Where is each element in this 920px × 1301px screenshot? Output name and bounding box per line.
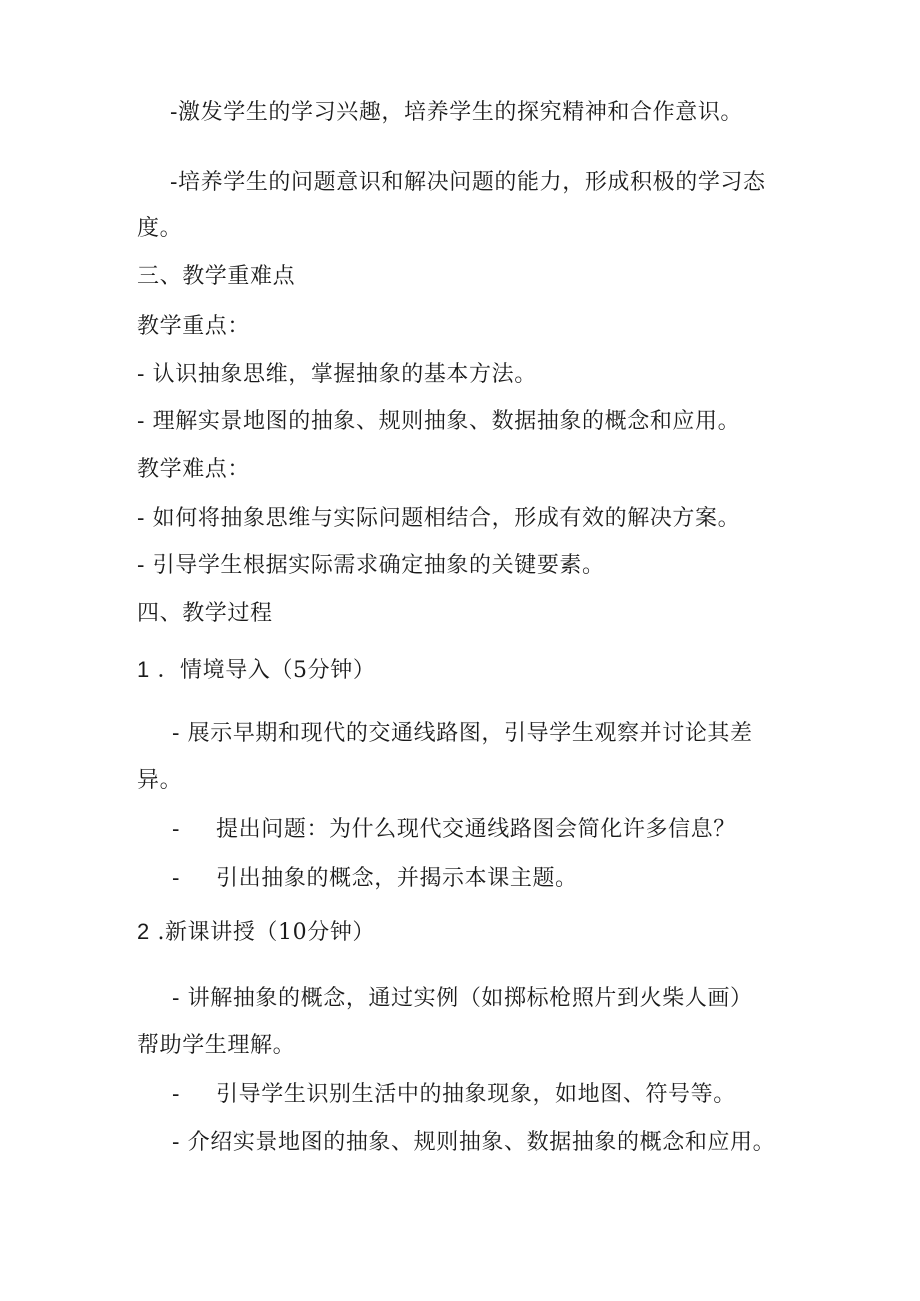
step-1-line-3-text: 引出抽象的概念，并揭示本课主题。: [216, 866, 578, 891]
step-1-heading: [137, 655, 375, 686]
objective-line-2-continued: 度。: [137, 216, 183, 241]
step-1-line-2-text: 提出问题：为什么现代交通线路图会简化许多信息？: [216, 817, 736, 842]
step-2-heading: [137, 917, 375, 948]
step-1-title: ．情境导入（5分钟）: [157, 658, 376, 683]
section-4-heading: 四、教学过程: [137, 601, 273, 626]
list-dash: -: [172, 866, 181, 891]
objective-line-1: -激发学生的学习兴趣，培养学生的探究精神和合作意识。: [170, 100, 744, 125]
step-1-line-1-continued: 异。: [137, 768, 183, 793]
step-2-line-1: - 讲解抽象的概念，通过实例（如掷标枪照片到火柴人画）: [172, 986, 753, 1011]
difficulties-label: 教学难点：: [137, 457, 251, 482]
step-1-line-3: [172, 864, 578, 894]
step-2-line-2: [172, 1080, 736, 1110]
difficulty-item: - 如何将抽象思维与实际问题相结合，形成有效的解决方案。: [137, 506, 741, 531]
key-point-item: - 认识抽象思维，掌握抽象的基本方法。: [137, 362, 537, 387]
difficulty-item: - 引导学生根据实际需求确定抽象的关键要素。: [137, 553, 605, 578]
step-2-number: 2: [137, 919, 150, 944]
section-3-heading: 三、教学重难点: [137, 264, 296, 289]
list-dash: -: [172, 817, 181, 842]
step-2-line-3: - 介绍实景地图的抽象、规则抽象、数据抽象的概念和应用。: [172, 1130, 776, 1155]
step-2-line-1-continued: 帮助学生理解。: [137, 1033, 296, 1058]
list-dash: -: [172, 1082, 181, 1107]
step-2-title: .新课讲授（10分钟）: [157, 920, 376, 945]
step-1-number: 1: [137, 657, 150, 682]
step-1-line-2: [172, 815, 736, 845]
key-points-label: 教学重点：: [137, 314, 251, 339]
step-1-line-1: - 展示早期和现代的交通线路图，引导学生观察并讨论其差: [172, 721, 753, 746]
objective-line-2: -培养学生的问题意识和解决问题的能力，形成积极的学习态: [170, 170, 766, 195]
step-2-line-2-text: 引导学生识别生活中的抽象现象，如地图、符号等。: [216, 1082, 736, 1107]
key-point-item: - 理解实景地图的抽象、规则抽象、数据抽象的概念和应用。: [137, 409, 741, 434]
